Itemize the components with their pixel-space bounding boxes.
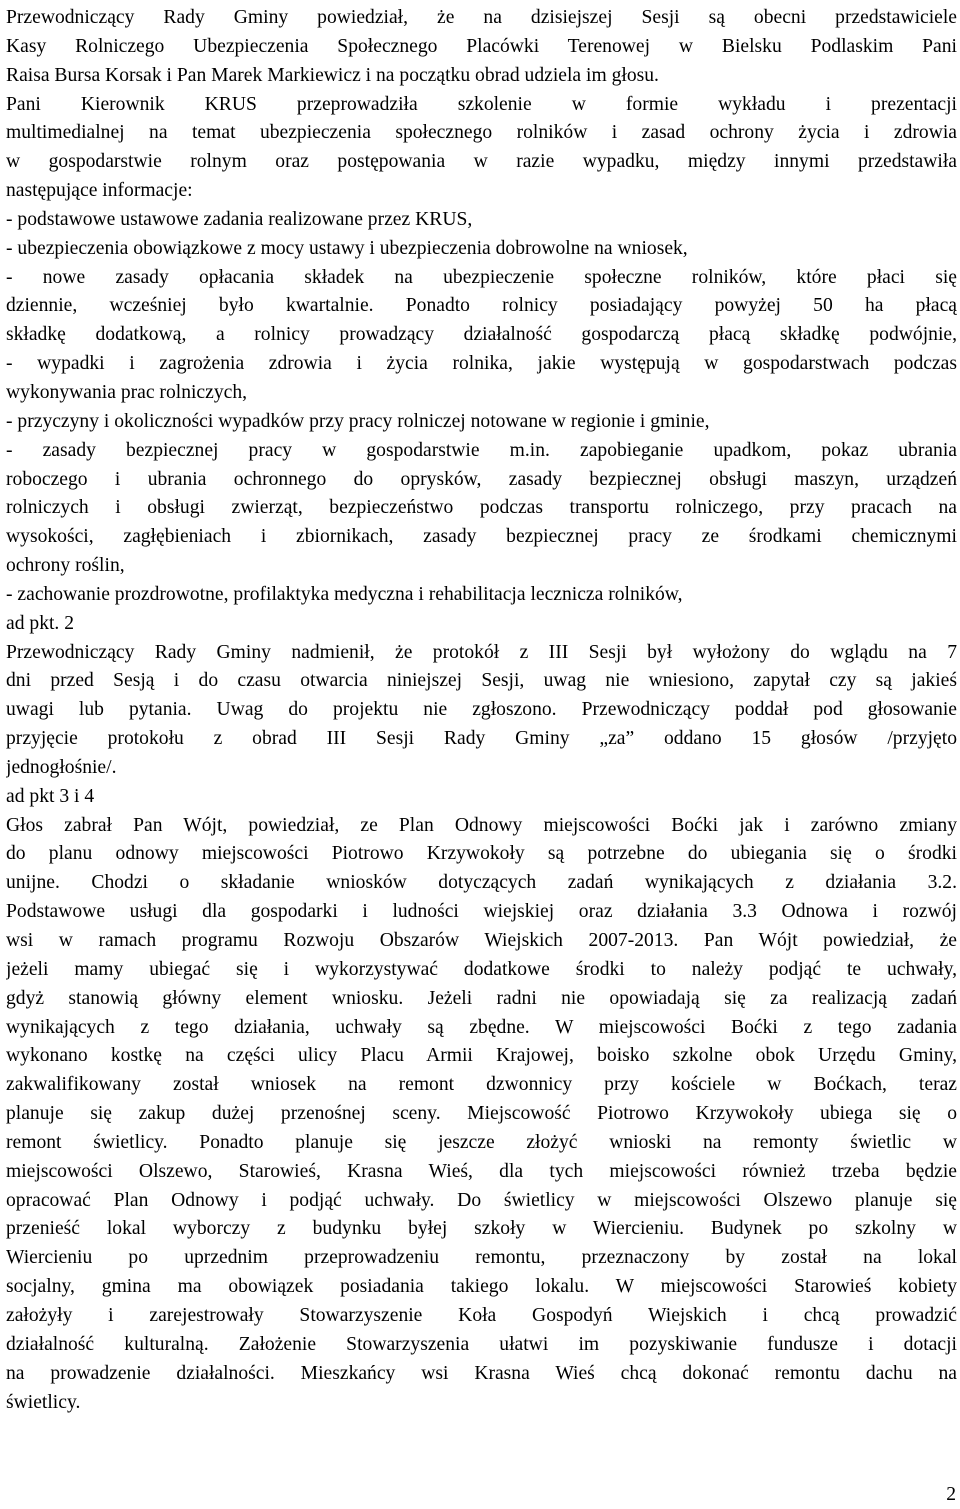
text-line: do planu odnowy miejscowości Piotrowo Krzywokoły są potrzebne do ubiegania się o środki xyxy=(6,843,957,865)
text-line: ochrony roślin, xyxy=(6,555,125,577)
text-line: rolniczych i obsługi zwierząt, bezpieczeństwo podczas transportu rolniczego, przy pracach na xyxy=(6,497,957,519)
text-line: wsi w ramach programu Rozwoju Obszarów Wiejskich 2007-2013. Pan Wójt powiedział, że xyxy=(6,930,957,951)
text-line: planuje się zakup dużej przenośnej sceny. Miejscowość Piotrowo Krzywokoły ubiega się o xyxy=(6,1103,957,1125)
text-line: Przewodniczący Rady Gminy nadmienił, że protokół z III Sesji był wyłożony do wglądu na 7 xyxy=(6,641,957,663)
text-line: ad pkt 3 i 4 xyxy=(6,785,95,807)
document-body xyxy=(6,4,957,1417)
page-number: 2 xyxy=(946,1484,956,1505)
text-line: - przyczyny i okoliczności wypadków przy pracy rolniczej notowane w regionie i gminie, xyxy=(6,410,710,432)
text-line: - zasady bezpiecznej pracy w gospodarstwie m.in. zapobieganie upadkom, pokaz ubrania xyxy=(6,439,957,461)
text-line: założyły i zarejestrowały Stowarzyszenie Koła Gospodyń Wiejskich i chcą prowadzić xyxy=(6,1304,957,1326)
text-line: działalność kulturalną. Założenie Stowarzyszenia ułatwi im pozyskiwanie fundusze i dotacji xyxy=(6,1333,957,1355)
text-line: wykonywania prac rolniczych, xyxy=(6,381,248,403)
text-line: wynikających z tego działania, uchwały są zbędne. W miejscowości Boćki z tego zadania xyxy=(6,1016,957,1038)
text-line: gdyż stanowią główny element wniosku. Jeżeli radni nie opowiadają się za realizacją zadań xyxy=(6,987,957,1009)
text-line: zakwalifikowany został wniosek na remont dzwonnicy przy kościele w Boćkach, teraz xyxy=(6,1074,957,1096)
text-line: wykonano kostkę na części ulicy Placu Armii Krajowej, boisko szkolne obok Urzędu Gminy, xyxy=(6,1045,957,1067)
text-line: Pani Kierownik KRUS przeprowadziła szkolenie w formie wykładu i prezentacji xyxy=(6,93,957,115)
text-line: świetlicy. xyxy=(6,1391,81,1413)
text-line: dziennie, wcześniej było kwartalnie. Ponadto rolnicy posiadający powyżej 50 ha płacą xyxy=(6,295,957,317)
text-line: ad pkt. 2 xyxy=(6,612,75,634)
text-line: - nowe zasady opłacania składek na ubezpieczenie społeczne rolników, które płaci się xyxy=(6,266,957,288)
text-line: - wypadki i zagrożenia zdrowia i życia rolnika, jakie występują w gospodarstwach podczas xyxy=(6,353,957,375)
text-line: remont świetlicy. Ponadto planuje się jeszcze złożyć wnioski na remonty świetlic w xyxy=(6,1131,957,1153)
text-line: roboczego i ubrania ochronnego do oprysków, zasady bezpiecznej obsługi maszyn, urządzeń xyxy=(6,468,957,490)
text-line: Wiercieniu po uprzednim przeprowadzeniu remontu, przeznaczony by został na lokal xyxy=(6,1247,957,1269)
text-line: Głos zabrał Pan Wójt, powiedział, ze Plan Odnowy miejscowości Boćki jak i zarówno zmiany xyxy=(6,814,957,836)
text-line: socjalny, gmina ma obowiązek posiadania takiego lokalu. W miejscowości Starowieś kobiety xyxy=(6,1276,957,1298)
text-line: wysokości, zagłębieniach i zbiornikach, zasady bezpiecznej pracy ze środkami chemicznymi xyxy=(6,526,957,548)
text-line: jeżeli mamy ubiegać się i wykorzystywać dodatkowe środki to należy podjąć te uchwały, xyxy=(6,958,957,980)
text-line: przenieść lokal wyborczy z budynku byłej szkoły w Wiercieniu. Budynek po szkolny w xyxy=(6,1218,957,1240)
text-line: w gospodarstwie rolnym oraz postępowania w razie wypadku, między innymi przedstawiła xyxy=(6,151,957,173)
text-line: Raisa Bursa Korsak i Pan Marek Markiewicz i na początku obrad udziela im głosu. xyxy=(6,64,659,86)
text-line: - podstawowe ustawowe zadania realizowane przez KRUS, xyxy=(6,208,473,230)
text-line: - zachowanie prozdrowotne, profilaktyka medyczna i rehabilitacja lecznicza rolników, xyxy=(6,583,683,605)
text-line: uwagi lub pytania. Uwag do projektu nie zgłoszono. Przewodniczący poddał pod głosowanie xyxy=(6,699,957,721)
text-line: Kasy Rolniczego Ubezpieczenia Społecznego Placówki Terenowej w Bielsku Podlaskim Pani xyxy=(6,35,957,57)
text-line: jednogłośnie/. xyxy=(6,756,117,778)
text-line: składkę dodatkową, a rolnicy prowadzący działalność gospodarczą płacą składkę podwójnie, xyxy=(6,324,957,346)
text-line: na prowadzenie działalności. Mieszkańcy wsi Krasna Wieś chcą dokonać remontu dachu na xyxy=(6,1362,957,1384)
text-line: unijne. Chodzi o składanie wniosków dotyczących zadań wynikających z działania 3.2. xyxy=(6,872,957,894)
text-line: - ubezpieczenia obowiązkowe z mocy ustawy i ubezpieczenia dobrowolne na wniosek, xyxy=(6,237,688,259)
text-line: Podstawowe usługi dla gospodarki i ludności wiejskiej oraz działania 3.3 Odnowa i rozwój xyxy=(6,901,957,923)
text-line: Przewodniczący Rady Gminy powiedział, że na dzisiejszej Sesji są obecni przedstawiciele xyxy=(6,7,957,28)
text-line: przyjęcie protokołu z obrad III Sesji Rady Gminy „za” oddano 15 głosów /przyjęto xyxy=(6,728,957,750)
text-line: miejscowości Olszewo, Starowieś, Krasna Wieś, dla tych miejscowości również trzeba będzie xyxy=(6,1160,957,1182)
text-line: dni przed Sesją i do czasu otwarcia niniejszej Sesji, uwag nie wniesiono, zapytał czy są jakieś xyxy=(6,670,957,692)
text-line: następujące informacje: xyxy=(6,180,193,202)
text-line: multimedialnej na temat ubezpieczenia społecznego rolników i zasad ochrony życia i zdrowia xyxy=(6,122,957,144)
text-line: opracować Plan Odnowy i podjąć uchwały. Do świetlicy w miejscowości Olszewo planuje się xyxy=(6,1189,957,1211)
